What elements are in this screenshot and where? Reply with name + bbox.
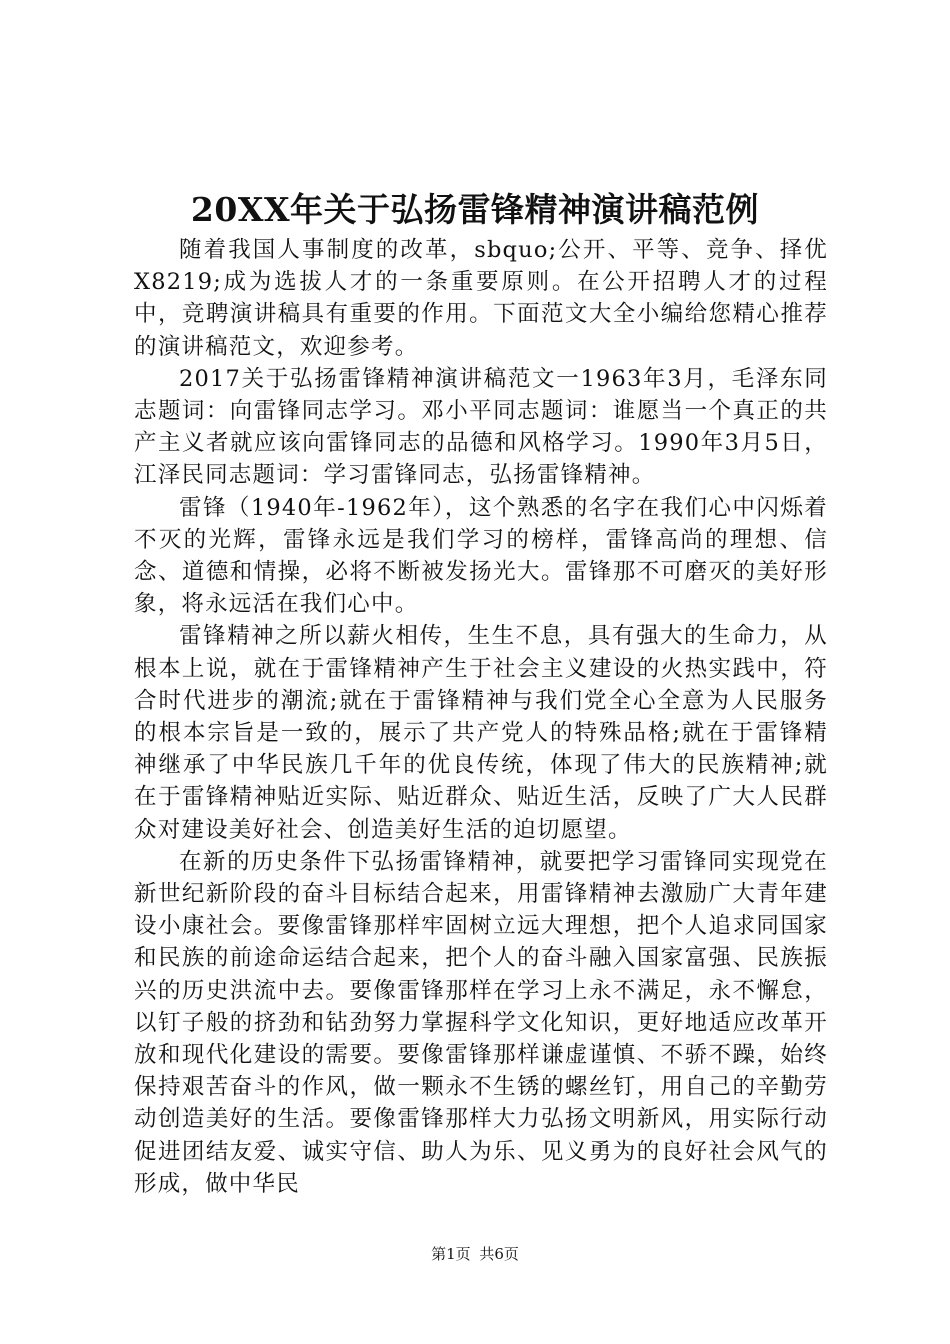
- document-title: 20XX年关于弘扬雷锋精神演讲稿范例: [190, 190, 760, 229]
- paragraph-intro: 随着我国人事制度的改革，sbquo;公开、平等、竞争、择优X8219;成为选拔人才的一条重要原则。在公开招聘人才的过程中，竞聘演讲稿具有重要的作用。下面范文大全小编给您精心推荐的演讲稿范文，欢迎参考。: [134, 237, 828, 360]
- paragraph-inscriptions: 2017关于弘扬雷锋精神演讲稿范文一1963年3月，毛泽东同志题词：向雷锋同志学习。邓小平同志题词：谁愿当一个真正的共产主义者就应该向雷锋同志的品德和风格学习。1990年3月5日，江泽民同志题词：学习雷锋同志，弘扬雷锋精神。: [134, 365, 828, 489]
- paragraph-leifeng-name: 雷锋（1940年-1962年），这个熟悉的名字在我们心中闪烁着不灭的光辉，雷锋永远是我们学习的榜样，雷锋高尚的理想、信念、道德和情操，必将不断被发扬光大。雷锋那不可磨灭的美好形象，将永远活在我们心中。: [134, 494, 828, 618]
- page-number-footer: 第1页 共6页: [431, 1245, 519, 1263]
- document-body: [134, 234, 828, 1200]
- paragraph-spirit-vitality: 雷锋精神之所以薪火相传，生生不息，具有强大的生命力，从根本上说，就在于雷锋精神产生于社会主义建设的火热实践中，符合时代进步的潮流;就在于雷锋精神与我们党全心全意为人民服务的根本宗旨是一致的，展示了共产党人的特殊品格;就在于雷锋精神继承了中华民族几千年的优良传统，体现了伟大的民族精神;就在于雷锋精神贴近实际、贴近群众、贴近生活，反映了广大人民群众对建设美好社会、创造美好生活的迫切愿望。: [134, 623, 828, 843]
- paragraph-new-era: 在新的历史条件下弘扬雷锋精神，就要把学习雷锋同实现党在新世纪新阶段的奋斗目标结合起来，用雷锋精神去激励广大青年建设小康社会。要像雷锋那样牢固树立远大理想，把个人追求同国家和民族的前途命运结合起来，把个人的奋斗融入国家富强、民族振兴的历史洪流中去。要像雷锋那样在学习上永不满足，永不懈怠，以钉子般的挤劲和钻劲努力掌握科学文化知识，更好地适应改革开放和现代化建设的需要。要像雷锋那样谦虚谨慎、不骄不躁，始终保持艰苦奋斗的作风，做一颗永不生锈的螺丝钉，用自己的辛勤劳动创造美好的生活。要像雷锋那样大力弘扬文明新风，用实际行动促进团结友爱、诚实守信、助人为乐、见义勇为的良好社会风气的形成，做中华民: [134, 848, 828, 1197]
